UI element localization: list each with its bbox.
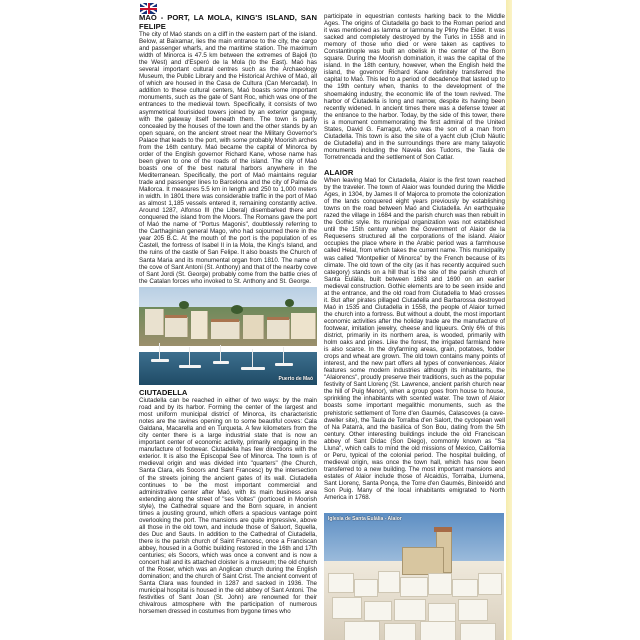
- section-title-ciutadella: CIUTADELLA: [139, 388, 188, 397]
- left-column: [139, 13, 317, 285]
- ciutadella-body-text: Ciutadella can be reached in either of two ways: by the main road and by its harbor. Forming the center of the largest and most uniform municipal district of Minorca, its characteristic notes are the ravines opening on to some beautiful coves: Cala Galdana, Macarella and en Turqueta. A few kilometers from the city center there is a large industrial state that is now an important center of economic activity, primarily engaging in the manufacture of footwear. Ciutadella has few directions with the exterior. It is also the Episcopal See of Minorca. The town is of medieval origin and was divided into "quarters" (the Church, Santa Clara, els Socors and Sant Francesc) by the intersection of the streets joining the ancient gates of its wall. Ciutadella continues to be the most important commercial and administrative center after Maó, with its main business area extending along the street of "ses Voltes" (porticoed in Moorish style), the Cathedral square and the Born square, in ancient times a jousting ground, which offers a spacious vantage point overlooking the port. The mansions are quite impressive, above all those in the old town, and include those of Saluort, Squella, des Duc and Sauts. In addition to the Cathedral of Ciutadella, there is the parish church of Saint Francesc, once a Franciscan abbey, housed in a Gothic building restored in the 16th and 17th centuries; els Socors, which was once a convent and is now a concert hall and its attached cloister is a museum; the old church of the Roser, which was an Anglican church during the English domination; and the church of Saint Crist. The ancient convent of Santa Clara was founded in 1287 and sacked in 1936. The municipal hospital is housed in the old abbey of Sant Antoni. The festivities of Sant Joan (St. John) are renowned for their chivalrous atmosphere with the participation of numerous horsemen dressed in costumes from bygone times who: [139, 397, 317, 616]
- alaior-body-text: When leaving Maó for Ciutadella, Alaior is the first town reached by the traveler. The town of Alaior was founded during the Middle Ages, in 1304, by James II of Majorca to promote the colonization of the lands conquered eight years previously by establishing towns on the road between Maó and Ciutadella. An earthquake razed the village in 1684 and the parish church was then rebuilt in the Gothic style. Its municipal organization was not established until the 15th century when the Government of Alaior de la Requesens structured all the corporations of the island. Alaior occupies the place where in the Arabic period was a farmhouse called Helal, from which takes the current name. This municipality was called "Montpellier of Minorca" by the French because of its climate. The old town of the city (as it has recently acquired such category) stands on a hill that is the site of the parish church of Santa Eulàlia, built between 1683 and 1690 on an earlier medieval construction. Gothic elements are to be seen inside and at the entrance, and the old road from Ciutadella to Maó crosses it. But after pirates pillaged Ciutadella and Barbarossa destroyed Maó in 1535 and Ciutadella in 1558, the people of Alaior turned the church into a fortress. But without a doubt, the most important economic activities after the holiday trade are the manufacture of footwear, imitation jewelry, cheese and liqueurs. Only 6% of this district, primarily in its northern area, is wooded, primarily with holm oaks and pines. Like the forest, the irrigated farmland here is also scarce. In the dryfarming areas, grain, potatoes, fodder crops and wheat are grown. The old town contains many points of interest, and the new part offers all types of conveniences. Alaior features some modern industries although its inhabitants, the "Alaiorencs", proudly preserve their traditions, such as the popular festivity of Sant Llorenç (St. Lawrence, ancient parish church near the hill of Puig Menor), when a group goes from house to house, sprinkling the inhabitants with scented water. The town of Alaior boasts some important megalithic monuments, such as the prehistoric settlement of Torre d'en Gaumés, Calascoves (a cave-dweller site), the Taula de Torralba d'en Salort, the cyclopean well of Na Patarrà, and the basilica of Son Bou, dating from the 5th century. Other interesting buildings include the old Franciscan abbey of Sant Dídac (Son Diego), commonly known as "Sa Lluna", which calls to mind the old missions of Mexico, California or Peru, typical of the colonial period. The hospital building, of medieval origin, was once the town hall, which has now been transferred to a new building. The most important mansions and estates of Alaior include those of Alcaidús, Torralba, Llumena, Sant Llorenç, Santa Ponça, the Torre d'en Gaumés, Binixeidó and Son Puig. Many of the local inhabitants emigrated to North America in 1768.: [324, 176, 505, 502]
- alaior-photo-caption: Iglesia de Santa Eulàlia - Alaior: [328, 516, 402, 522]
- ciutadella-section: [139, 388, 317, 615]
- alaior-church-photo: [324, 513, 504, 640]
- section-title-mao: MAÓ - PORT, LA MOLA, KING'S ISLAND, SAN FELIPE: [139, 13, 317, 31]
- page-edge-strip: [506, 0, 512, 640]
- ciutadella-continued-text: participate in equestrian contests harking back to the Middle Ages. The origins of Ciutadella go back to the Roman period and it was mentioned as Iamma or Iamnona by Pliny the Elder. It was sacked and completely destroyed by the Turks in 1558 and in memory of those who died or were taken as captives to Constantinople was built an obelisk in the center of the Born square. During the Moorish domination, it was the capital of the island. In the 18th century, however, when the English held the island, the governor Richard Kane definitely transferred the capital to Maó. This led to a period of decadence that lasted up to the 19th century when, thanks to the development of the shoemaking industry, the economic life of the town revived. The harbor of Ciutadella is long and narrow, despite its having been recently widened. In ancient times there was a defense tower at the entrance to the harbor. Today, by the side of this tower, there is a monument commemorating the first admiral of the United States, David G. Farragut, who was the son of a man from Ciutadella. This town is also the site of a yacht club (Club Náutic de Ciutadella) and in the surroundings there are many talayotic monuments including the Navela des Tudons, the Taula de Torretrencada and the settlement of Son Catlar.: [324, 13, 505, 161]
- mao-body-text: The city of Maó stands on a cliff in the eastern part of the island. Below, at Baixamar, lies the main entrance to the city, the cargo and passenger wharfs, and the maritime station. The maximum width of Minorca is 47.5 km between the extremes of Bajoli (to the West) and d'Esperó de la Mola (to the East). Maó has several important cultural centres such as the Archaeology Museum, the Public Library and the Historical Archive of Maó, all of which are housed in the Casa de Cultura (Can Mercadal). In addition to these cultural centers, Maó boasts some important monuments, such as the gate of Sant Roc, which was one of the entrances to the medieval town. Specifically, it consists of two asymmetrical fourisided towers joined by an exterior gangway, with the gateway itself beneath them. The town is partly concealed by the houses of the town and the other stands by an open square, on the ancient street near the Military Governor's Palace that leads to the port, with some probably Moorish arches from the 16th century. Maó became the capital of Minorca by order of the English governor Richard Kane, whose name has been given to one of the roads of the island. The city of Maó boasts one of the best natural harbors anywhere in the Mediterranean. Specifically, the port of Maó maintains regular trade and passenger lines to Barcelona and the city of Palma de Mallorca. It measures 5.5 km in length and 250 to 1,000 meters in width. In 1801 there was considerable traffic in the port of Maó as almost 1,185 vessels entered it, remaining constantly active. Around 1287, Alfonso III (the Liberal) disembarked there and conquered the island from the Moors. The Romans gave the port of Maó the name of "Portus Magonis", doubtlessly referring to the Carthaginian general Mago, who had sojourned there in the year 205 B.C. At the mouth of the port is the population of es Castell, the fortress of Isabel II in la Mola, the King's Island, and the ruins of the castle of San Felipe. It also boasts the Church of Santa Maria and its monumental organ from 1810. The name of the cove of Sant Antoni (St. Anthony) and that of the nearby cove of Sant Jordi (St. George) probably come from the battle cries of the Catalan forces who invoked to St. Anthony and St. George.: [139, 31, 317, 285]
- section-title-alaior: ALAIOR: [324, 167, 354, 177]
- mao-port-photo: [139, 287, 317, 385]
- right-column: [324, 13, 505, 501]
- mao-photo-caption: Puerto de Maó: [278, 376, 313, 382]
